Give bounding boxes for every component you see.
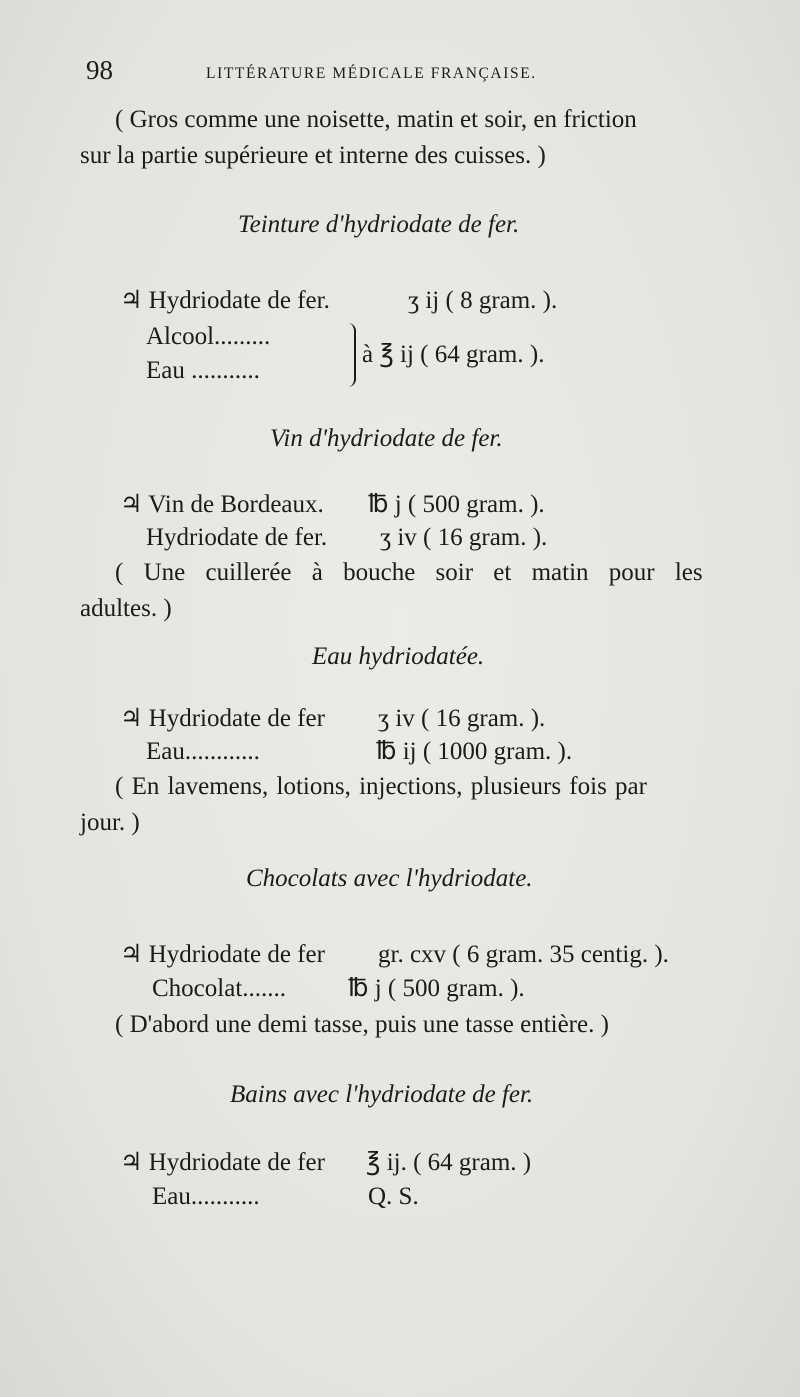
dose: ℔ ij ( 1000 gram. ). <box>376 738 573 765</box>
dose: ℥ ij. ( 64 gram. ) <box>366 1149 532 1176</box>
section-heading: Chocolats avec l'hydriodate. <box>246 865 533 892</box>
body-text-line: ( En lavemens, lotions, injections, plusieurs fois par <box>115 773 647 800</box>
brace-bracket <box>344 323 356 387</box>
section-heading: Eau hydriodatée. <box>312 643 485 670</box>
ingredient: Hydriodate de fer <box>148 941 325 968</box>
ingredient: Alcool......... <box>146 323 271 350</box>
dose: ʒ iv ( 16 gram. ). <box>380 524 548 551</box>
recipe-line <box>120 704 325 734</box>
body-text-line: adultes. ) <box>80 595 172 622</box>
recipe-symbol: ♃ <box>120 491 143 518</box>
dose: Q. S. <box>368 1183 419 1210</box>
section-heading: Teinture d'hydriodate de fer. <box>238 211 520 238</box>
recipe-symbol: ♃ <box>120 287 143 314</box>
body-text-line: ( Une cuillerée à bouche soir et matin pour les <box>115 559 703 586</box>
recipe-symbol: ♃ <box>120 705 143 732</box>
ingredient: Hydriodate de fer. <box>146 524 328 551</box>
ingredient: Hydriodate de fer. <box>148 287 330 314</box>
ingredient: Eau............ <box>146 738 260 765</box>
ingredient: Hydriodate de fer <box>148 1149 325 1176</box>
dose: à ℥ ij ( 64 gram. ). <box>362 341 545 368</box>
section-heading: Bains avec l'hydriodate de fer. <box>230 1081 534 1108</box>
ingredient: Chocolat....... <box>152 975 287 1002</box>
body-text-line: ( Gros comme une noisette, matin et soir, en friction <box>115 106 637 133</box>
section-heading: Vin d'hydriodate de fer. <box>270 425 503 452</box>
ingredient: Hydriodate de fer <box>148 705 325 732</box>
ingredient: Eau ........... <box>146 357 260 384</box>
recipe-symbol: ♃ <box>120 1149 143 1176</box>
recipe-line <box>120 490 324 520</box>
body-text-line: jour. ) <box>80 809 140 836</box>
ingredient: Vin de Bordeaux. <box>148 491 324 518</box>
dose: ʒ ij ( 8 gram. ). <box>408 287 558 314</box>
recipe-symbol: ♃ <box>120 941 143 968</box>
dose: gr. cxv ( 6 gram. 35 centig. ). <box>378 941 669 968</box>
running-header <box>86 55 776 95</box>
recipe-line <box>120 1148 325 1178</box>
dose: ℔ j ( 500 gram. ). <box>368 491 545 518</box>
ingredient: Eau........... <box>152 1183 260 1210</box>
page-number: 98 <box>86 55 113 85</box>
dose: ℔ j ( 500 gram. ). <box>348 975 525 1002</box>
body-text-line: ( D'abord une demi tasse, puis une tasse entière. ) <box>115 1011 609 1038</box>
running-title: LITTÉRATURE MÉDICALE FRANÇAISE. <box>206 65 537 82</box>
recipe-line <box>120 286 330 316</box>
body-text-line: sur la partie supérieure et interne des cuisses. ) <box>80 142 546 169</box>
dose: ʒ iv ( 16 gram. ). <box>378 705 546 732</box>
recipe-line <box>120 940 325 970</box>
